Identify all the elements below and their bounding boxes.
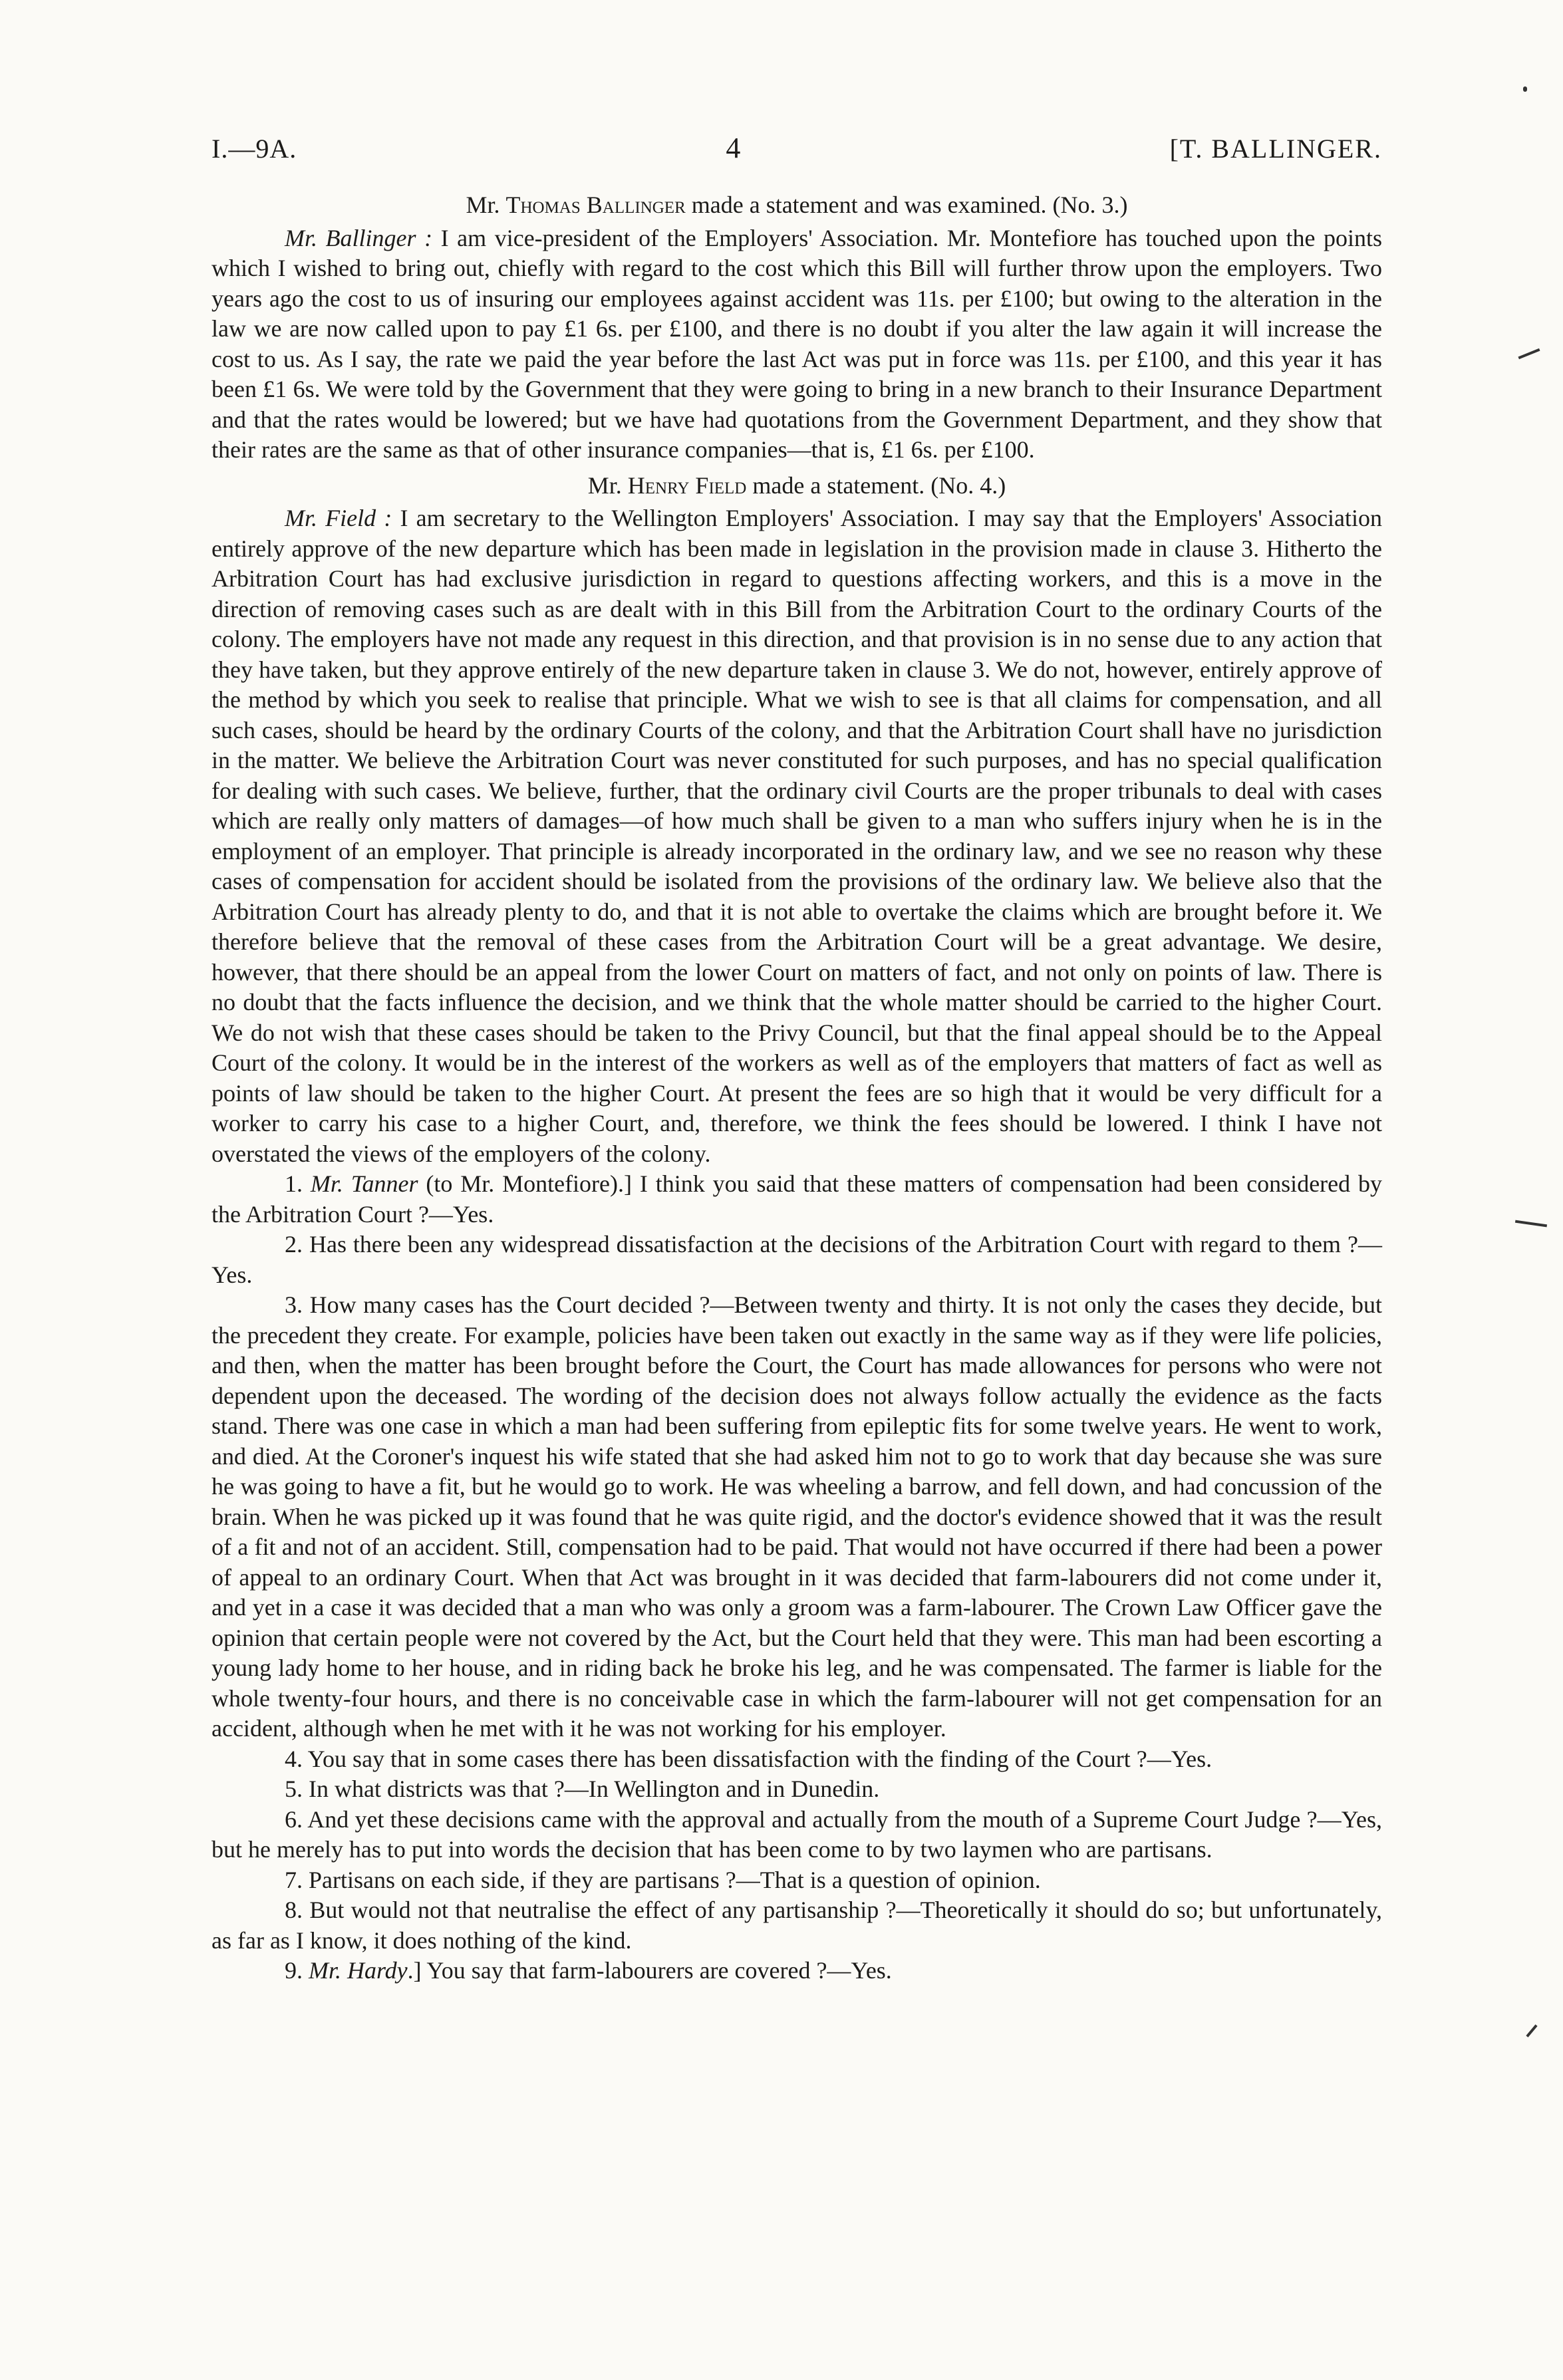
question-3: 3. How many cases has the Court decided ?—Between twenty and thirty. It is not only the cases they decide, but the precedent they create. For example, policies have been taken out exactly in the same way as if they were life policies, and then, when the matter has been brought before the Court, the Court has made allowances for persons who were not dependent upon the deceased. The wording of the decision does not always follow actually the evidence as the facts stand. There was one case in which a man had been suffering from epileptic fits for some twelve years. He went to work, and died. At the Coroner's inquest his wife stated that she had asked him not to go to work that day because she was sure he was going to have a fit, but he would go to work. He was wheeling a barrow, and fell down, and had concussion of the brain. When he was picked up it was found that he was quite rigid, and the doctor's evidence showed that it was the result of a fit and not of an accident. Still, compensation had to be paid. That would not have occurred if there had been a power of appeal to an ordinary Court. When that Act was brought in it was decided that farm-labourers did not come under it, and yet in a case it was decided that a man who was only a groom was a farm-labourer. The Crown Law Officer gave the opinion that certain people were not covered by the Act, but the Court held that they were. This man had been escorting a young lady home to her house, and in riding back he broke his leg, and he was compensated. The farmer is liable for the whole twenty-four hours, and there is no conceivable case in which the farm-labourer will not get compensation for an accident, although when he met with it he was not working for his employer. (212, 1291, 1382, 1742)
question-9: 9. Mr. Hardy.] You say that farm-labourers are covered ?—Yes. (285, 1957, 892, 1984)
question-5: 5. In what districts was that ?—In Wellington and in Dunedin. (285, 1776, 880, 1802)
question-4: 4. You say that in some cases there has been dissatisfaction with the finding of the Court ?—Yes. (285, 1745, 1212, 1772)
question-7: 7. Partisans on each side, if they are partisans ?—That is a question of opinion. (285, 1866, 1041, 1893)
question-1: 1. Mr. Tanner (to Mr. Montefiore).] I think you said that these matters of compensation had been considered by the Arbitration Court ?—Yes. (212, 1170, 1383, 1228)
scan-mark (1526, 2024, 1537, 2037)
scan-mark (1518, 348, 1540, 359)
witness-name-header: [T. BALLINGER. (1169, 134, 1382, 164)
page-number: 4 (726, 132, 741, 164)
questioner-name: Mr. Hardy (309, 1957, 408, 1984)
scan-mark (1523, 86, 1527, 92)
questioner-name: Mr. Tanner (310, 1170, 418, 1197)
question-2: 2. Has there been any widespread dissatisfaction at the decisions of the Arbitration Court with regard to them ?—Yes. (212, 1231, 1382, 1288)
document-reference: I.—9A. (212, 134, 297, 164)
document-page (212, 133, 1382, 1986)
question-8: 8. But would not that neutralise the effect of any partisanship ?—Theoretically it should do so; but unfortunately, as far as I know, it does nothing of the kind. (212, 1897, 1382, 1954)
speaker-name: Mr. Field : (285, 505, 392, 531)
statement-field: Mr. Field : I am secretary to the Wellington Employers' Association. I may say that the Employers' Association entirely approve of the new departure which has been made in legislation in the provision made in clause 3. Hitherto the Arbitration Court has had exclusive jurisdiction in regard to questions affecting workers, and this is a move in the direction of removing cases such as are dealt with in this Bill from the Arbitration Court to the ordinary Courts of the colony. The employers have not made any request in this direction, and that provision is in no sense due to any action that they have taken, but they approve entirely of the new departure taken in clause 3. We do not, however, entirely approve of the method by which you seek to realise that principle. What we wish to see is that all claims for compensation, and all such cases, should be heard by the ordinary Courts of the colony, and that the Arbitration Court shall have no jurisdiction in the matter. We believe the Arbitration Court was never constituted for such purposes, and has no special qualification for dealing with such cases. We believe, further, that the ordinary civil Courts are the proper tribunals to deal with cases which are really only matters of damages—of how much shall be given to a man who suffers injury when he is in the employment of an employer. That principle is already incorporated in the ordinary law, and we see no reason why these cases of compensation for accident should be isolated from the provisions of the ordinary law. We believe also that the Arbitration Court has already plenty to do, and that it is not able to overtake the claims which are brought before it. We therefore believe that the removal of these cases from the Arbitration Court will be a great advantage. We desire, however, that there should be an appeal from the lower Court on matters of fact, and not only on points of law. There is no doubt that the facts influence the decision, and we think that the whole matter should be carried to the higher Court. We do not wish that these cases should be taken to the Privy Council, but that the final appeal should be to the Appeal Court of the colony. It would be in the interest of the workers as well as of the employers that matters of fact as well as points of law should be taken to the higher Court. At present the fees are so high that it would be very difficult for a worker to carry his case to a higher Court, and, therefore, we think the fees should be lowered. I think I have not overstated the views of the employers of the colony. (212, 505, 1382, 1167)
witness-name: Thomas Ballinger (505, 192, 686, 218)
question-6: 6. And yet these decisions came with the approval and actually from the mouth of a Supreme Court Judge ?—Yes, but he merely has to put into words the decision that has been come to by two laymen who are partisans. (212, 1805, 1382, 1863)
section-heading-ballinger: Mr. Thomas Ballinger made a statement and was examined. (No. 3.) (466, 192, 1128, 218)
speaker-name: Mr. Ballinger : (285, 224, 433, 251)
statement-ballinger: Mr. Ballinger : I am vice-president of the Employers' Association. Mr. Montefiore has touched upon the points which I wished to bring out, chiefly with regard to the cost which this Bill will further throw upon the employers. Two years ago the cost to us of insuring our employees against accident was 11s. per £100; but owing to the alteration in the law we are now called upon to pay £1 6s. per £100, and there is no doubt if you alter the law again it will increase the cost to us. As I say, the rate we paid the year before the last Act was put in force was 11s. per £100, and this year it has been £1 6s. We were told by the Government that they were going to bring in a new branch to their Insurance Department and that the rates would be lowered; but we have had quotations from the Government Department, and they show that their rates are the same as that of other insurance companies—that is, £1 6s. per £100. (212, 224, 1382, 463)
page-header (212, 133, 1382, 173)
section-heading-field: Mr. Henry Field made a statement. (No. 4.) (587, 471, 1006, 499)
witness-name: Henry Field (627, 471, 747, 499)
scan-mark (1515, 1220, 1547, 1228)
